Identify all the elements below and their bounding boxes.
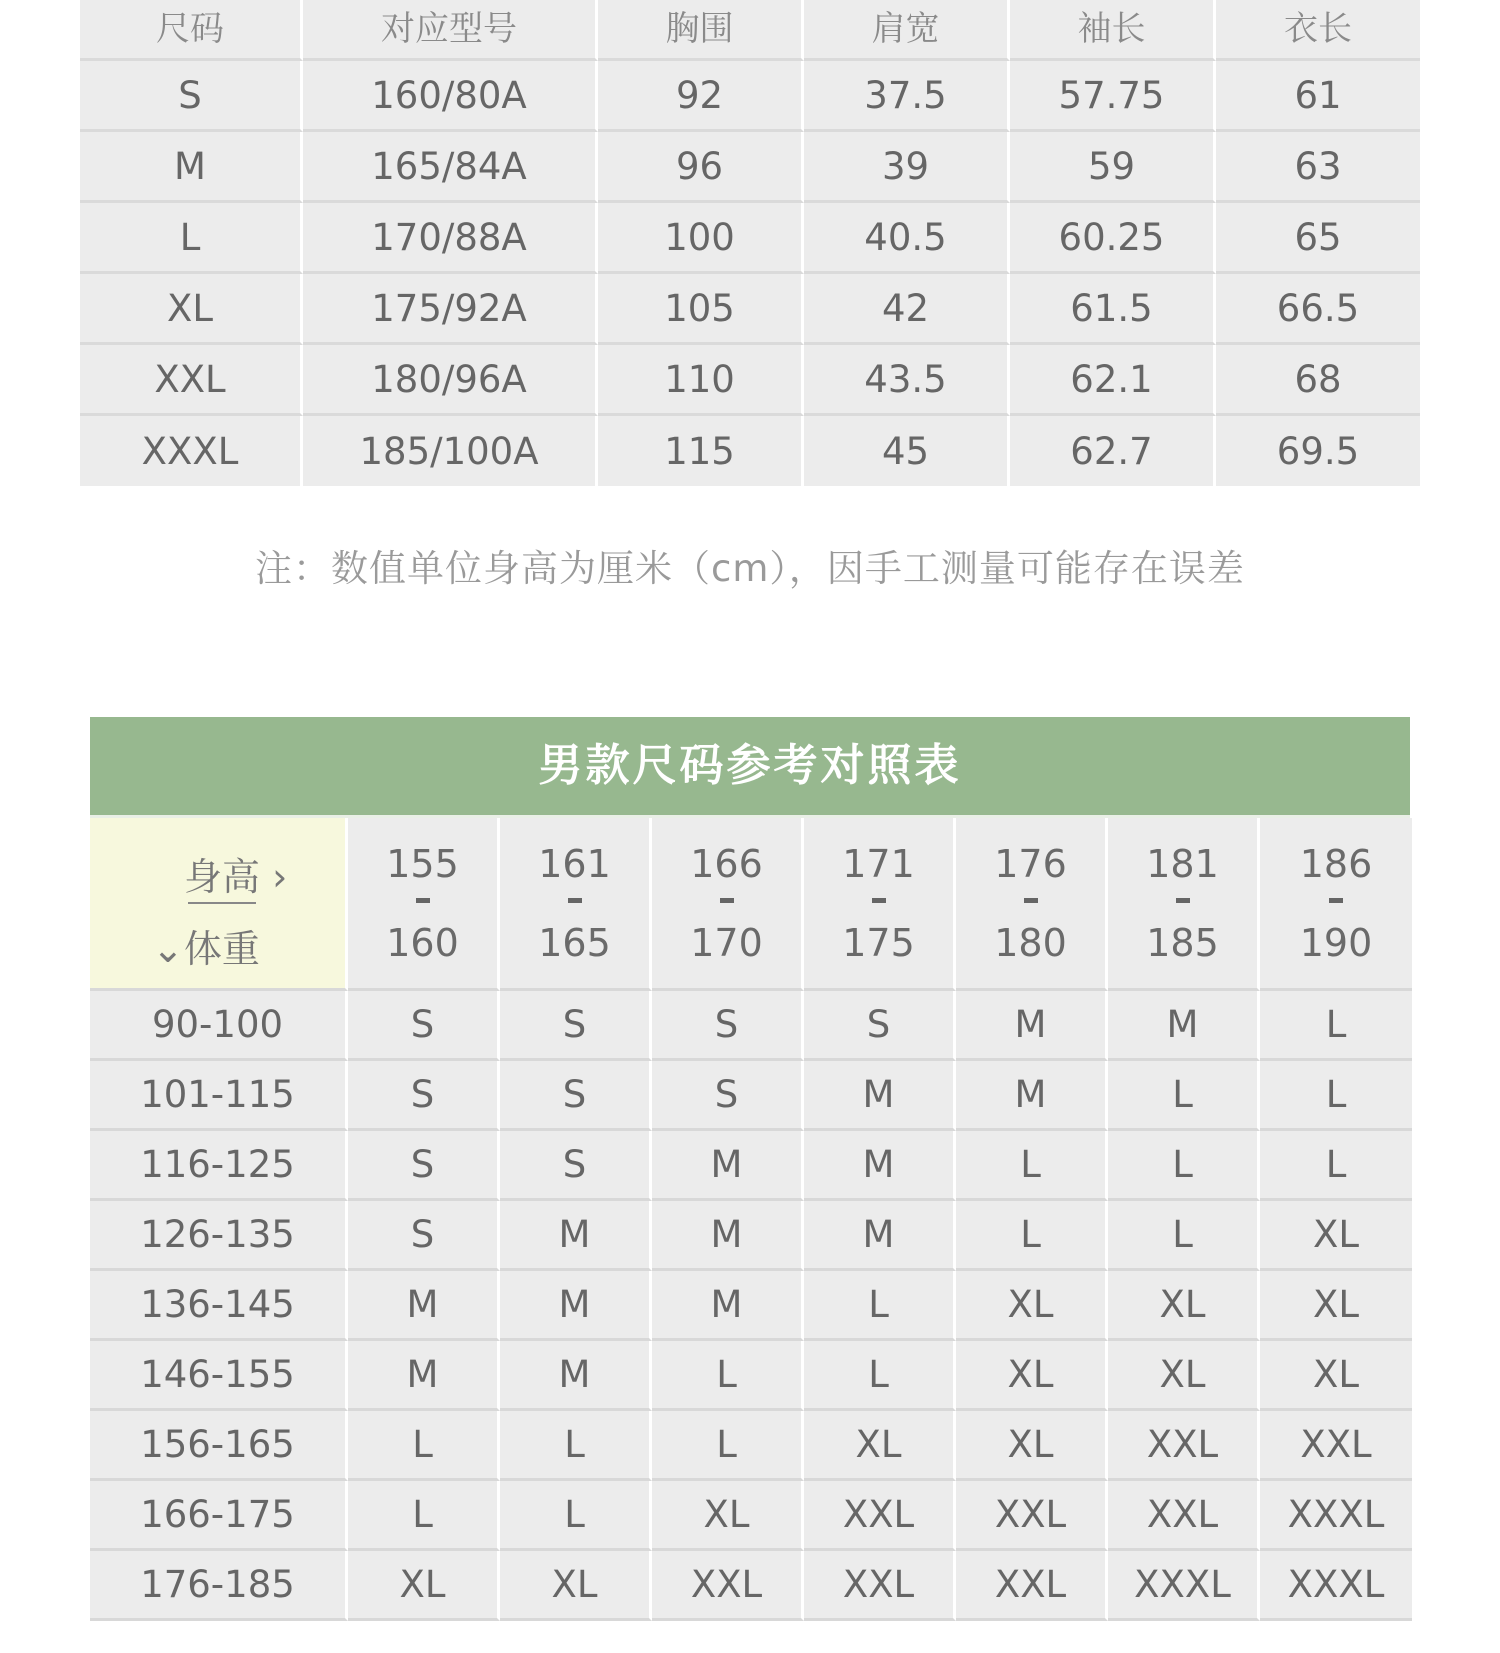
height-range-header (500, 818, 652, 991)
measurement-header-row (80, 0, 1420, 61)
size-chart-header-row (90, 818, 1412, 991)
size-cell: S (804, 991, 956, 1061)
size-cell: L (956, 1131, 1108, 1201)
height-range-to: 175 (842, 920, 915, 965)
range-dash (872, 898, 886, 903)
measurement-cell: 115 (598, 416, 804, 486)
height-range-to: 160 (386, 920, 459, 965)
size-cell: S (500, 991, 652, 1061)
size-chart-row (90, 1551, 1412, 1621)
measurement-cell: 61 (1216, 61, 1420, 132)
measurement-cell: 62.7 (1010, 416, 1216, 486)
measurement-cell: 43.5 (804, 345, 1010, 416)
measurement-cell: 165/84A (303, 132, 598, 203)
range-dash (1329, 898, 1343, 903)
height-range-from: 176 (994, 841, 1067, 886)
header-shoulder: 肩宽 (804, 0, 1010, 61)
size-cell: S (348, 1131, 500, 1201)
size-cell: M (804, 1131, 956, 1201)
size-chart-row (90, 1341, 1412, 1411)
size-cell: XXL (956, 1481, 1108, 1551)
range-dash (568, 898, 582, 903)
measurement-cell: XXL (80, 345, 303, 416)
measurement-cell: 37.5 (804, 61, 1010, 132)
header-model: 对应型号 (303, 0, 598, 61)
measurement-row (80, 416, 1420, 486)
corner-weight-label (152, 918, 260, 973)
size-chart-row (90, 1481, 1412, 1551)
size-cell: S (348, 1201, 500, 1271)
size-cell: XL (956, 1341, 1108, 1411)
size-cell: XL (1108, 1271, 1260, 1341)
size-cell: M (956, 991, 1108, 1061)
size-cell: L (500, 1411, 652, 1481)
measurement-cell: 63 (1216, 132, 1420, 203)
measurement-cell: 45 (804, 416, 1010, 486)
height-range-to: 180 (994, 920, 1067, 965)
size-chart-body (90, 991, 1412, 1621)
height-range-to: 185 (1146, 920, 1219, 965)
corner-divider (188, 902, 256, 904)
size-cell: M (956, 1061, 1108, 1131)
height-range-from: 181 (1146, 841, 1219, 886)
measurement-cell: 160/80A (303, 61, 598, 132)
size-cell: XXXL (1260, 1481, 1412, 1551)
height-range-from: 166 (690, 841, 763, 886)
size-cell: L (1108, 1201, 1260, 1271)
measurement-cell: S (80, 61, 303, 132)
size-cell: XXL (1260, 1411, 1412, 1481)
height-range-header (652, 818, 804, 991)
measurement-cell: 66.5 (1216, 274, 1420, 345)
size-cell: M (804, 1061, 956, 1131)
measurement-row (80, 203, 1420, 274)
weight-range-cell: 156-165 (90, 1411, 348, 1481)
size-cell: S (500, 1061, 652, 1131)
chevron-down-icon: ⌄ (152, 927, 184, 971)
size-cell: L (804, 1341, 956, 1411)
size-cell: XL (956, 1271, 1108, 1341)
height-range-from: 171 (842, 841, 915, 886)
header-length: 衣长 (1216, 0, 1420, 61)
size-chart-row (90, 1271, 1412, 1341)
measurement-body (80, 61, 1420, 486)
size-cell: XL (1260, 1201, 1412, 1271)
height-range-from: 161 (538, 841, 611, 886)
size-cell: L (500, 1481, 652, 1551)
measurement-cell: 185/100A (303, 416, 598, 486)
measurement-cell: 39 (804, 132, 1010, 203)
size-cell: XL (804, 1411, 956, 1481)
measurement-cell: 170/88A (303, 203, 598, 274)
size-cell: XL (956, 1411, 1108, 1481)
measurement-row (80, 132, 1420, 203)
height-range-to: 190 (1299, 920, 1373, 965)
size-cell: M (500, 1341, 652, 1411)
height-range-header (1260, 818, 1412, 991)
measurement-cell: 180/96A (303, 345, 598, 416)
size-cell: L (956, 1201, 1108, 1271)
size-cell: M (652, 1131, 804, 1201)
weight-range-cell: 101-115 (90, 1061, 348, 1131)
header-sleeve: 袖长 (1010, 0, 1216, 61)
size-cell: XXXL (1108, 1551, 1260, 1621)
measurement-cell: L (80, 203, 303, 274)
size-cell: XL (348, 1551, 500, 1621)
weight-range-cell: 126-135 (90, 1201, 348, 1271)
measurement-cell: 61.5 (1010, 274, 1216, 345)
header-chest: 胸围 (598, 0, 804, 61)
range-dash (720, 898, 734, 903)
height-range-to: 165 (538, 920, 611, 965)
size-cell: XL (500, 1551, 652, 1621)
measurement-cell: 100 (598, 203, 804, 274)
size-chart-row (90, 991, 1412, 1061)
measurement-cell: 62.1 (1010, 345, 1216, 416)
size-cell: XXL (1108, 1411, 1260, 1481)
size-cell: L (652, 1341, 804, 1411)
measurement-cell: 60.25 (1010, 203, 1216, 274)
size-cell: L (804, 1271, 956, 1341)
size-cell: M (500, 1201, 652, 1271)
size-cell: XL (1260, 1271, 1412, 1341)
measurement-row (80, 274, 1420, 345)
measurement-cell: M (80, 132, 303, 203)
measurement-cell: 110 (598, 345, 804, 416)
measurement-cell: XXXL (80, 416, 303, 486)
size-cell: XXL (804, 1481, 956, 1551)
measurement-row (80, 61, 1420, 132)
weight-range-cell: 176-185 (90, 1551, 348, 1621)
size-cell: M (652, 1271, 804, 1341)
size-cell: XL (1260, 1341, 1412, 1411)
measurement-cell: 69.5 (1276, 429, 1360, 473)
measurement-cell: 105 (598, 274, 804, 345)
size-cell: S (652, 991, 804, 1061)
size-cell: XXXL (1260, 1551, 1412, 1621)
size-cell: M (1108, 991, 1260, 1061)
measurement-cell: 59 (1010, 132, 1216, 203)
size-cell: M (348, 1271, 500, 1341)
size-cell: L (348, 1411, 500, 1481)
measurement-cell: 92 (598, 61, 804, 132)
size-cell: L (1108, 1131, 1260, 1201)
size-chart-row (90, 1061, 1412, 1131)
measurement-cell: XL (80, 274, 303, 345)
size-cell: M (348, 1341, 500, 1411)
weight-range-cell: 136-145 (90, 1271, 348, 1341)
size-cell: M (652, 1201, 804, 1271)
measurement-note: 注：数值单位身高为厘米（cm），因手工测量可能存在误差 (255, 547, 1245, 590)
size-cell: S (500, 1131, 652, 1201)
size-cell: XXL (956, 1551, 1108, 1621)
measurement-cell: 57.75 (1010, 61, 1216, 132)
size-cell: L (348, 1481, 500, 1551)
height-range-from: 155 (386, 841, 459, 886)
size-chart (90, 717, 1410, 1621)
size-cell: XL (652, 1481, 804, 1551)
height-range-header (348, 818, 500, 991)
height-range-header (804, 818, 956, 991)
size-chart-row (90, 1201, 1412, 1271)
measurement-cell: 96 (598, 132, 804, 203)
size-cell: L (1108, 1061, 1260, 1131)
height-range-to: 170 (690, 920, 763, 965)
corner-height-text: 身高 (184, 855, 261, 899)
size-cell: S (348, 991, 500, 1061)
size-cell: M (804, 1201, 956, 1271)
weight-range-cell: 90-100 (90, 991, 348, 1061)
size-chart-table (90, 818, 1412, 1621)
measurement-cell: 40.5 (804, 203, 1010, 274)
size-cell: L (1260, 1061, 1412, 1131)
size-chart-title: 男款尺码参考对照表 (90, 717, 1410, 818)
size-cell: L (1260, 1131, 1412, 1201)
size-cell: L (1260, 991, 1412, 1061)
weight-range-cell: 146-155 (90, 1341, 348, 1411)
size-chart-row (90, 1411, 1412, 1481)
size-cell: XXL (1108, 1481, 1260, 1551)
weight-range-cell: 166-175 (90, 1481, 348, 1551)
measurement-cell: 68 (1216, 345, 1420, 416)
measurement-cell: 42 (804, 274, 1010, 345)
size-cell: S (652, 1061, 804, 1131)
size-cell: XL (1108, 1341, 1260, 1411)
size-cell: XXL (652, 1551, 804, 1621)
size-cell: S (348, 1061, 500, 1131)
measurement-table (80, 0, 1420, 486)
size-cell: XXL (804, 1551, 956, 1621)
measurement-cell: 175/92A (303, 274, 598, 345)
size-cell: M (500, 1271, 652, 1341)
range-dash (416, 898, 430, 903)
size-chart-row (90, 1131, 1412, 1201)
measurement-cell: 65 (1216, 203, 1420, 274)
weight-range-cell: 116-125 (90, 1131, 348, 1201)
corner-cell (90, 818, 348, 991)
corner-weight-text: 体重 (183, 927, 260, 971)
range-dash (1176, 898, 1190, 903)
header-size: 尺码 (80, 0, 303, 61)
chevron-right-icon: › (260, 855, 288, 899)
measurement-row (80, 345, 1420, 416)
size-cell: L (652, 1411, 804, 1481)
range-dash (1024, 898, 1038, 903)
corner-height-label (184, 846, 287, 901)
height-range-from: 186 (1299, 841, 1373, 886)
height-range-header (956, 818, 1108, 991)
height-range-header (1108, 818, 1260, 991)
